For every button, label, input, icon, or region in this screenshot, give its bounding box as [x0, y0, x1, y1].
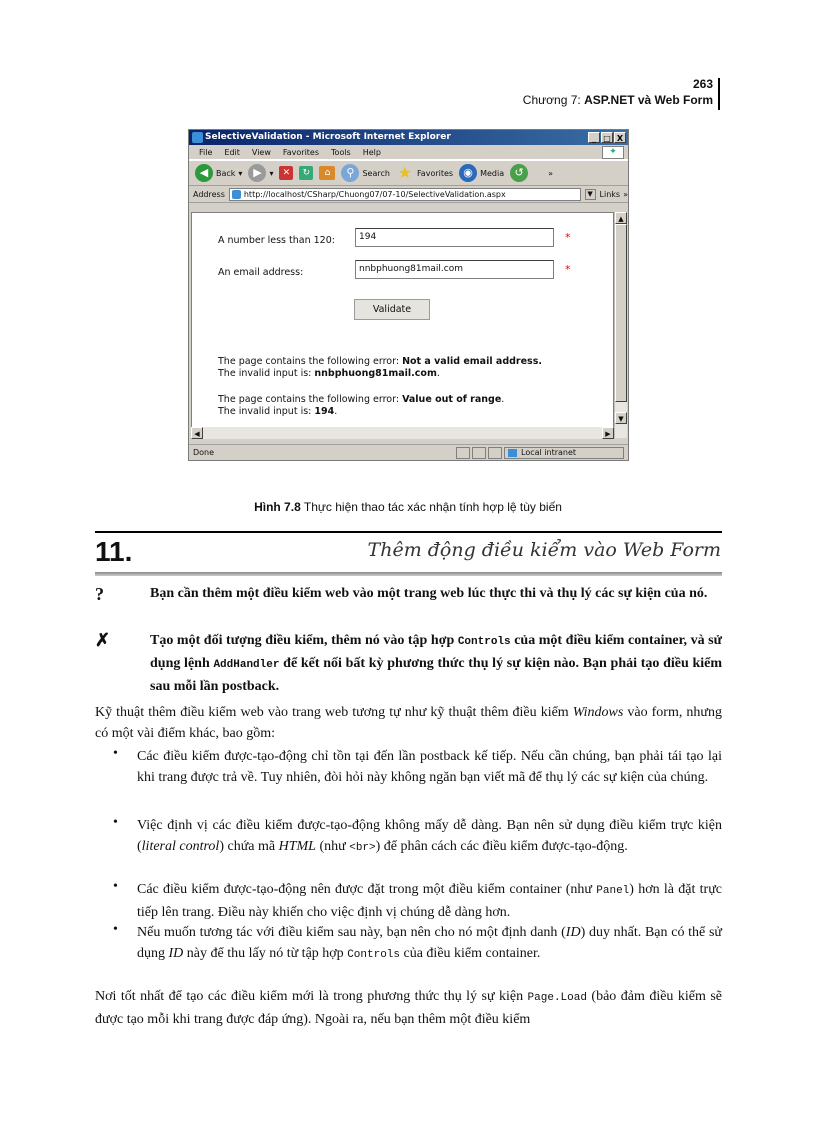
number-required-marker: * — [565, 231, 571, 244]
browser-toolbar — [189, 160, 628, 186]
browser-menu-bar — [189, 145, 628, 160]
scroll-thumb[interactable] — [615, 224, 627, 402]
status-bar — [189, 444, 628, 460]
back-button[interactable]: ◀ Back ▾ — [195, 164, 242, 182]
browser-title: SelectiveValidation - Microsoft Internet Explorer — [205, 132, 451, 142]
scroll-left-icon[interactable]: ◀ — [191, 427, 203, 439]
close-icon[interactable]: X — [614, 132, 626, 143]
ie-logo-icon — [192, 132, 203, 143]
bullet-marker: • — [113, 746, 118, 761]
search-button[interactable]: ⚲ Search — [341, 164, 389, 182]
section-number: 11. — [95, 536, 133, 567]
figure-label: Hình 7.8 — [254, 500, 301, 514]
search-icon: ⚲ — [341, 164, 359, 182]
tools-icon: ✗ — [95, 630, 111, 650]
forward-button[interactable]: ▶ ▾ — [248, 164, 273, 182]
validate-button[interactable]: Validate — [354, 299, 430, 320]
menu-file[interactable]: File — [199, 147, 213, 157]
scroll-up-icon[interactable]: ▲ — [615, 212, 627, 224]
home-icon[interactable]: ⌂ — [319, 166, 335, 180]
star-icon: ★ — [397, 163, 413, 182]
address-bar — [189, 186, 628, 203]
bullet-marker: • — [113, 815, 118, 830]
address-dropdown-icon[interactable]: ▼ — [585, 189, 596, 200]
status-cell — [456, 447, 470, 459]
address-input[interactable]: http://localhost/CSharp/Chuong07/07-10/SelectiveValidation.aspx — [229, 188, 581, 201]
closing-paragraph: Nơi tốt nhất để tạo các điều kiểm mới là trong phương thức thụ lý sự kiện Page.Load (bảo đảm điều kiểm sẽ được tạo mỗi khi trang được đáp ứng). Ngoài ra, nếu bạn thêm một điều kiểm — [95, 989, 722, 1027]
email-label: An email address: — [218, 267, 304, 278]
media-button[interactable]: ◉ Media — [459, 164, 504, 182]
status-cell — [472, 447, 486, 459]
bullet-item-3: Các điều kiểm được-tạo-động nên được đặt trong một điều kiểm container (như Panel) hơn là đặt trực tiếp lên trang. Điều này khiến cho việc định vị chúng dễ dàng hơn. — [137, 882, 722, 920]
zone-indicator: Local intranet — [504, 447, 624, 459]
menu-edit[interactable]: Edit — [224, 147, 240, 157]
error-message-range: The page contains the following error: Value out of range. The invalid input is: 194. — [218, 394, 505, 417]
links-more-icon[interactable]: » — [623, 189, 628, 199]
bullet-marker: • — [113, 922, 118, 937]
address-label: Address — [193, 189, 225, 199]
menu-tools[interactable]: Tools — [331, 147, 351, 157]
question-text: Bạn cần thêm một điều kiểm web vào một trang web lúc thực thi và thụ lý các sự kiện của nó. — [150, 586, 708, 601]
windows-flag-icon: ✦ — [602, 146, 624, 159]
email-required-marker: * — [565, 263, 571, 276]
vertical-scrollbar[interactable] — [614, 212, 627, 438]
media-globe-icon: ◉ — [459, 164, 477, 182]
question-icon: ? — [95, 584, 104, 604]
section-rule-top — [95, 531, 722, 533]
solution-text: Tạo một đối tượng điều kiểm, thêm nó vào tập hợp Controls của một điều kiểm container, và sử dụng lệnh AddHandler để kết nối bất kỳ phương thức thụ lý sự kiện nào. Bạn phải tạo điều kiểm sau mỗi lần postback. — [150, 633, 722, 694]
horizontal-scrollbar[interactable] — [191, 427, 614, 439]
toolbar-more-icon[interactable]: » — [548, 168, 554, 178]
bullet-item-2: Việc định vị các điều kiểm được-tạo-động không mấy dễ dàng. Bạn nên sử dụng điều kiểm trực kiện (literal control) chứa mã HTML (như <br>) để phân cách các điều kiểm được-tạo-động. — [137, 818, 722, 854]
bullet-item-4: Nếu muốn tương tác với điều kiểm sau này, bạn nên cho nó một định danh (ID) duy nhất. Bạn có thể sử dụng ID này để thu lấy nó từ tập hợp Controls của điều kiểm container. — [137, 925, 722, 961]
scroll-down-icon[interactable]: ▼ — [615, 412, 627, 424]
refresh-icon[interactable]: ↻ — [299, 166, 313, 180]
links-label[interactable]: Links — [599, 189, 621, 199]
number-label: A number less than 120: — [218, 235, 335, 246]
header-rule — [718, 78, 720, 110]
menu-help[interactable]: Help — [362, 147, 381, 157]
menu-favorites[interactable]: Favorites — [282, 147, 320, 157]
window-controls — [588, 132, 626, 143]
history-icon[interactable]: ↺ — [510, 164, 528, 182]
chapter-title: ASP.NET và Web Form — [584, 93, 713, 107]
stop-icon[interactable]: ✕ — [279, 166, 293, 180]
minimize-icon[interactable]: _ — [588, 132, 600, 143]
page-number: 263 — [692, 77, 713, 91]
bullet-item-1: Các điều kiểm được-tạo-động chỉ tồn tại đến lần postback kế tiếp. Nếu cần chúng, bạn phải tái tạo lại khi trang được trả về. Tuy nhiên, đòi hỏi này không ngăn bạn viết mã để thụ lý các sự kiện của chúng. — [137, 749, 722, 785]
number-input[interactable]: 194 — [355, 228, 554, 247]
chapter-heading: Chương 7: ASP.NET và Web Form — [522, 93, 713, 107]
menu-view[interactable]: View — [251, 147, 271, 157]
scroll-right-icon[interactable]: ▶ — [602, 427, 614, 439]
page-content — [191, 212, 614, 438]
figure-caption: Hình 7.8 Thực hiện thao tác xác nhận tính hợp lệ tùy biến — [254, 500, 562, 514]
email-input[interactable]: nnbphuong81mail.com — [355, 260, 554, 279]
back-arrow-icon: ◀ — [195, 164, 213, 182]
status-cell — [488, 447, 502, 459]
favorites-button[interactable]: ★ Favorites — [397, 163, 454, 182]
bullet-marker: • — [113, 879, 118, 894]
section-rule-bottom — [95, 572, 722, 576]
browser-title-bar — [189, 130, 628, 145]
browser-screenshot — [188, 129, 629, 461]
page-header — [523, 76, 719, 108]
maximize-icon[interactable]: □ — [601, 132, 613, 143]
forward-arrow-icon: ▶ — [248, 164, 266, 182]
section-title: Thêm động điều kiểm vào Web Form — [367, 539, 721, 561]
error-message-email: The page contains the following error: Not a valid email address. The invalid input is: nnbphuong81mail.com. — [218, 356, 542, 379]
status-text: Done — [193, 448, 215, 457]
intro-paragraph: Kỹ thuật thêm điều kiểm web vào trang web tương tự như kỹ thuật thêm điều kiểm Windows vào form, nhưng có một vài điểm khác, bao gồm: — [95, 705, 723, 741]
